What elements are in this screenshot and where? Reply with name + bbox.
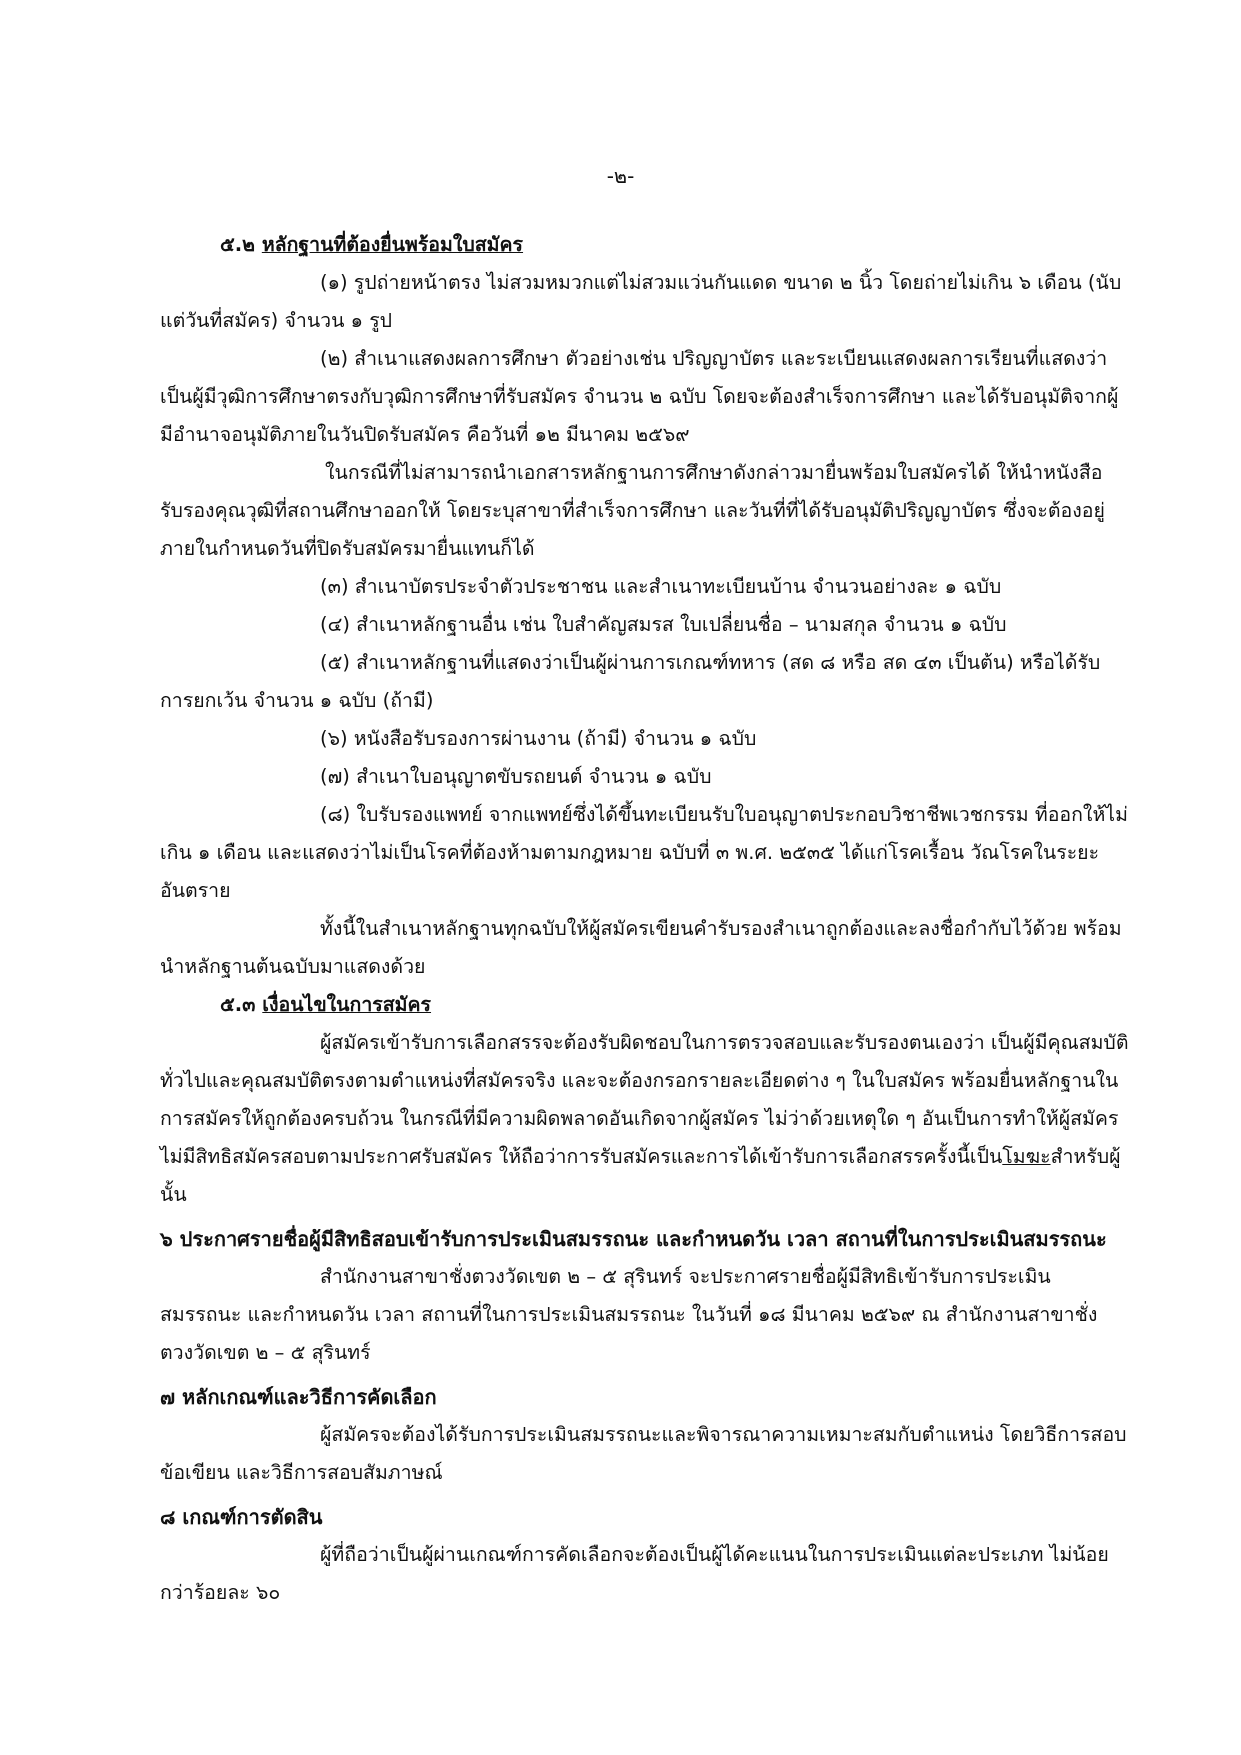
section-5-3-title: เงื่อนไขในการสมัคร bbox=[262, 993, 432, 1016]
evidence-item-8: (๘) ใบรับรองแพทย์ จากแพทย์ซึ่งได้ขึ้นทะเบียนรับใบอนุญาตประกอบวิชาชีพเวชกรรม ที่ออกให้ไม่เกิน ๑ เดือน และแสดงว่าไม่เป็นโรคที่ต้องห้ามตามกฎหมาย ฉบับที่ ๓ พ.ศ. ๒๕๓๕ ได้แก่โรคเรื้อน วัณโรคในระยะอันตราย bbox=[160, 803, 1128, 902]
document-body bbox=[160, 226, 1130, 1612]
evidence-item-3: (๓) สำเนาบัตรประจำตัวประชาชน และสำเนาทะเบียนบ้าน จำนวนอย่างละ ๑ ฉบับ bbox=[320, 575, 1002, 598]
section-5-3-text bbox=[160, 1024, 1130, 1214]
section-5-2-number: ๕.๒ bbox=[220, 233, 262, 256]
evidence-item-7: (๗) สำเนาใบอนุญาตขับรถยนต์ จำนวน ๑ ฉบับ bbox=[320, 765, 712, 788]
section-5-3-text-a: ผู้สมัครเข้ารับการเลือกสรรจะต้องรับผิดชอบในการตรวจสอบและรับรองตนเองว่า เป็นผู้มีคุณสมบัติทั่วไปและคุณสมบัติตรงตามตำแหน่งที่สมัครจริง และจะต้องกรอกรายละเอียดต่าง ๆ ในใบสมัคร พร้อมยื่นหลักฐานในการสมัครให้ถูกต้องครบถ้วน ในกรณีที่มีความผิดพลาดอันเกิดจากผู้สมัคร ไม่ว่าด้วยเหตุใด ๆ อันเป็นการทำให้ผู้สมัครไม่มีสิทธิสมัครสอบตามประกาศรับสมัคร ให้ถือว่าการรับสมัครและการได้เข้ารับการเลือกสรรครั้งนี้เป็น bbox=[160, 1031, 1129, 1168]
evidence-note: ทั้งนี้ในสำเนาหลักฐานทุกฉบับให้ผู้สมัครเขียนคำรับรองสำเนาถูกต้องและลงชื่อกำกับไว้ด้วย พร้อมนำหลักฐานต้นฉบับมาแสดงด้วย bbox=[160, 917, 1122, 978]
evidence-item-5: (๕) สำเนาหลักฐานที่แสดงว่าเป็นผู้ผ่านการเกณฑ์ทหาร (สด ๘ หรือ สด ๔๓ เป็นต้น) หรือได้รับการยกเว้น จำนวน ๑ ฉบับ (ถ้ามี) bbox=[160, 651, 1101, 712]
section-5-2-heading bbox=[160, 226, 1130, 264]
evidence-item-4: (๔) สำเนาหลักฐานอื่น เช่น ใบสำคัญสมรส ใบเปลี่ยนชื่อ – นามสกุล จำนวน ๑ ฉบับ bbox=[320, 613, 1007, 636]
section-8-title: ๘ เกณฑ์การตัดสิน bbox=[160, 1505, 323, 1529]
section-5-3-number: ๕.๓ bbox=[220, 993, 263, 1016]
section-5-2-title: หลักฐานที่ต้องยื่นพร้อมใบสมัคร bbox=[261, 233, 524, 256]
section-6-text: สำนักงานสาขาชั่งตวงวัดเขต ๒ – ๕ สุรินทร์ จะประกาศรายชื่อผู้มีสิทธิเข้ารับการประเมินสมรรถนะ และกำหนดวัน เวลา สถานที่ในการประเมินสมรรถนะ ในวันที่ ๑๘ มีนาคม ๒๕๖๙ ณ สำนักงานสาขาชั่งตวงวัดเขต ๒ – ๕ สุรินทร์ bbox=[160, 1265, 1098, 1364]
section-5-3-text-underlined: โมฆะ bbox=[1002, 1145, 1051, 1168]
evidence-item-1: (๑) รูปถ่ายหน้าตรง ไม่สวมหมวกแต่ไม่สวมแว่นกันแดด ขนาด ๒ นิ้ว โดยถ่ายไม่เกิน ๖ เดือน (นับแต่วันที่สมัคร) จำนวน ๑ รูป bbox=[160, 271, 1122, 332]
evidence-item-2-note: ในกรณีที่ไม่สามารถนำเอกสารหลักฐานการศึกษาดังกล่าวมายื่นพร้อมใบสมัครได้ ให้นำหนังสือรับรองคุณวุฒิที่สถานศึกษาออกให้ โดยระบุสาขาที่สำเร็จการศึกษา และวันที่ที่ได้รับอนุมัติปริญญาบัตร ซึ่งจะต้องอยู่ภายในกำหนดวันที่ปิดรับสมัครมายื่นแทนก็ได้ bbox=[160, 461, 1105, 560]
section-8-text: ผู้ที่ถือว่าเป็นผู้ผ่านเกณฑ์การคัดเลือกจะต้องเป็นผู้ได้คะแนนในการประเมินแต่ละประเภท ไม่น้อยกว่าร้อยละ ๖๐ bbox=[160, 1543, 1109, 1604]
section-5-3-heading bbox=[160, 986, 1130, 1024]
evidence-item-2: (๒) สำเนาแสดงผลการศึกษา ตัวอย่างเช่น ปริญญาบัตร และระเบียนแสดงผลการเรียนที่แสดงว่าเป็นผู้มีวุฒิการศึกษาตรงกับวุฒิการศึกษาที่รับสมัคร จำนวน ๒ ฉบับ โดยจะต้องสำเร็จการศึกษา และได้รับอนุมัติจากผู้มีอำนาจอนุมัติภายในวันปิดรับสมัคร คือวันที่ ๑๒ มีนาคม ๒๕๖๙ bbox=[160, 347, 1119, 446]
evidence-item-6: (๖) หนังสือรับรองการผ่านงาน (ถ้ามี) จำนวน ๑ ฉบับ bbox=[320, 727, 757, 750]
section-6-title: ๖ ประกาศรายชื่อผู้มีสิทธิสอบเข้ารับการประเมินสมรรถนะ และกำหนดวัน เวลา สถานที่ในการประเมินสมรรถนะ bbox=[160, 1227, 1107, 1251]
section-7-text: ผู้สมัครจะต้องได้รับการประเมินสมรรถนะและพิจารณาความเหมาะสมกับตำแหน่ง โดยวิธีการสอบข้อเขียน และวิธีการสอบสัมภาษณ์ bbox=[160, 1423, 1127, 1484]
section-5-3-text-b: สำหรับผู้นั้น bbox=[160, 1145, 1121, 1206]
page-number: -๒- bbox=[606, 164, 635, 188]
section-7-title: ๗ หลักเกณฑ์และวิธีการคัดเลือก bbox=[160, 1385, 437, 1409]
